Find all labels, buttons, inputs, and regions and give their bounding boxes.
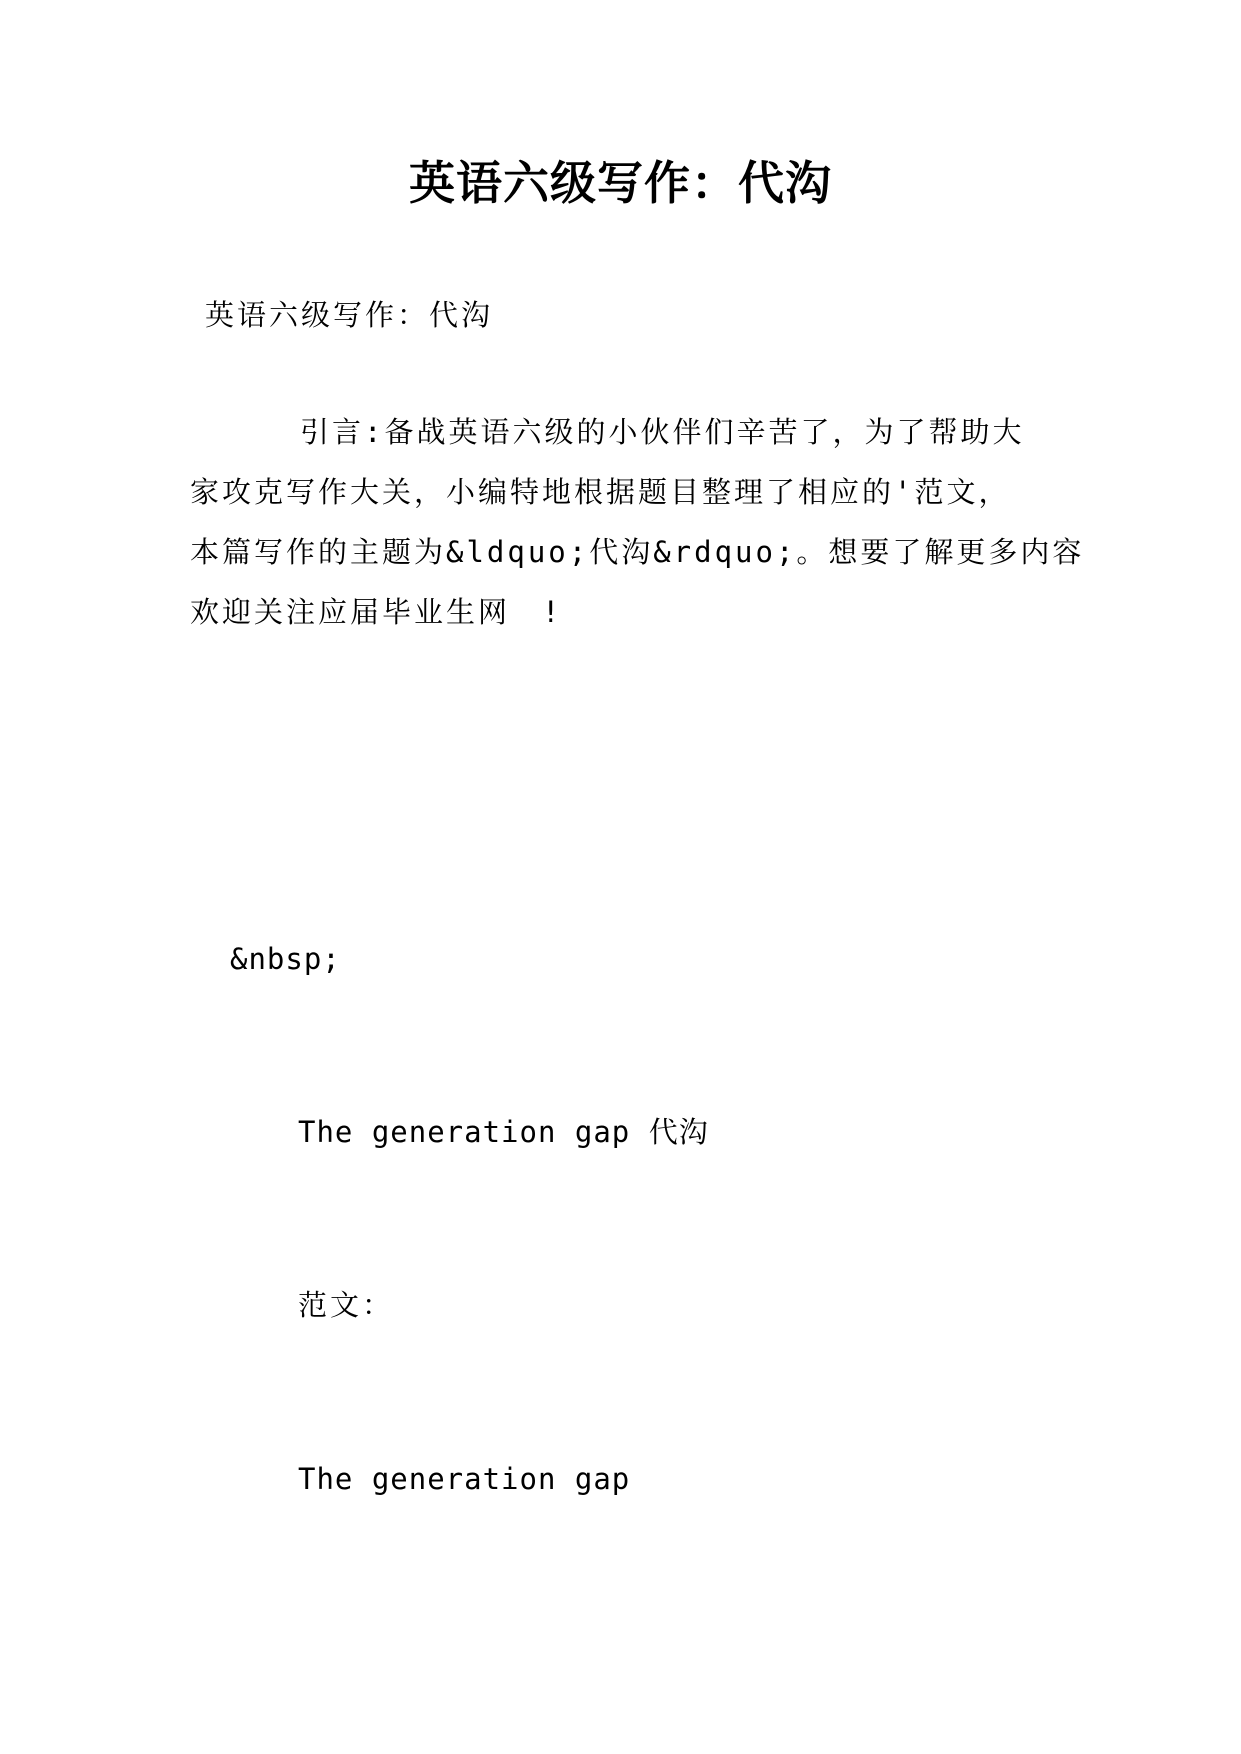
nbsp-text: &nbsp; <box>230 942 341 976</box>
topic-line: The generation gap 代沟 <box>298 1115 709 1149</box>
intro-line: 欢迎关注应届毕业生网 ! <box>190 595 563 629</box>
intro-line: 家攻克写作大关，小编特地根据题目整理了相应的'范文， <box>190 475 1011 509</box>
sample-essay-label: 范文： <box>298 1288 395 1322</box>
document-subtitle: 英语六级写作：代沟 <box>205 298 494 332</box>
document-title: 英语六级写作：代沟 <box>409 156 832 210</box>
intro-paragraph <box>190 412 1085 652</box>
essay-title: The generation gap <box>298 1462 631 1496</box>
intro-line: 本篇写作的主题为&ldquo;代沟&rdquo;。想要了解更多内容 <box>190 535 1085 569</box>
intro-line: 引言:备战英语六级的小伙伴们辛苦了，为了帮助大 <box>300 415 1025 449</box>
